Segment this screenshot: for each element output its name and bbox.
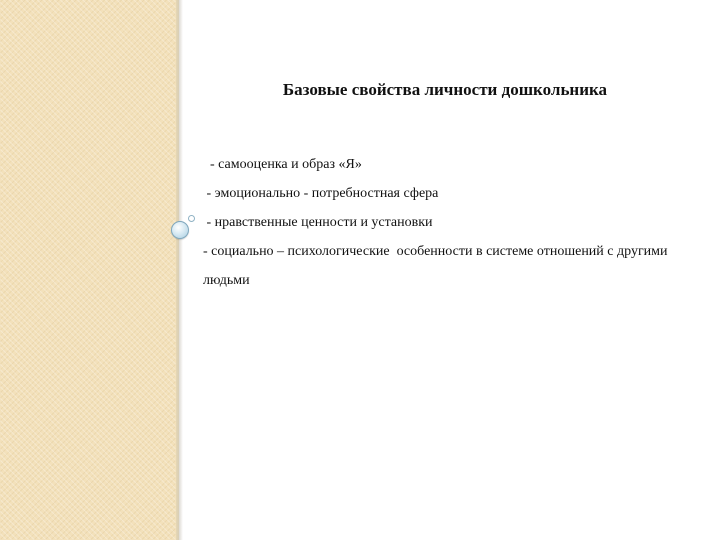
list-item-emotional-sphere: - эмоционально - потребностная сфера — [203, 186, 439, 201]
small-circle-ornament-icon — [188, 215, 195, 222]
side-decorative-panel — [0, 0, 176, 540]
large-circle-ornament-icon — [171, 221, 189, 239]
list-item-social-psychological: - социально – психологические особенности в системе отношений с другими людьми — [203, 244, 672, 288]
panel-divider-shadow — [179, 0, 183, 540]
content-list — [203, 150, 683, 295]
list-item-self-esteem: - самооценка и образ «Я» — [203, 157, 362, 172]
slide-title: Базовые свойства личности дошкольника — [282, 80, 608, 99]
list-item-moral-values: - нравственные ценности и установки — [203, 215, 433, 230]
